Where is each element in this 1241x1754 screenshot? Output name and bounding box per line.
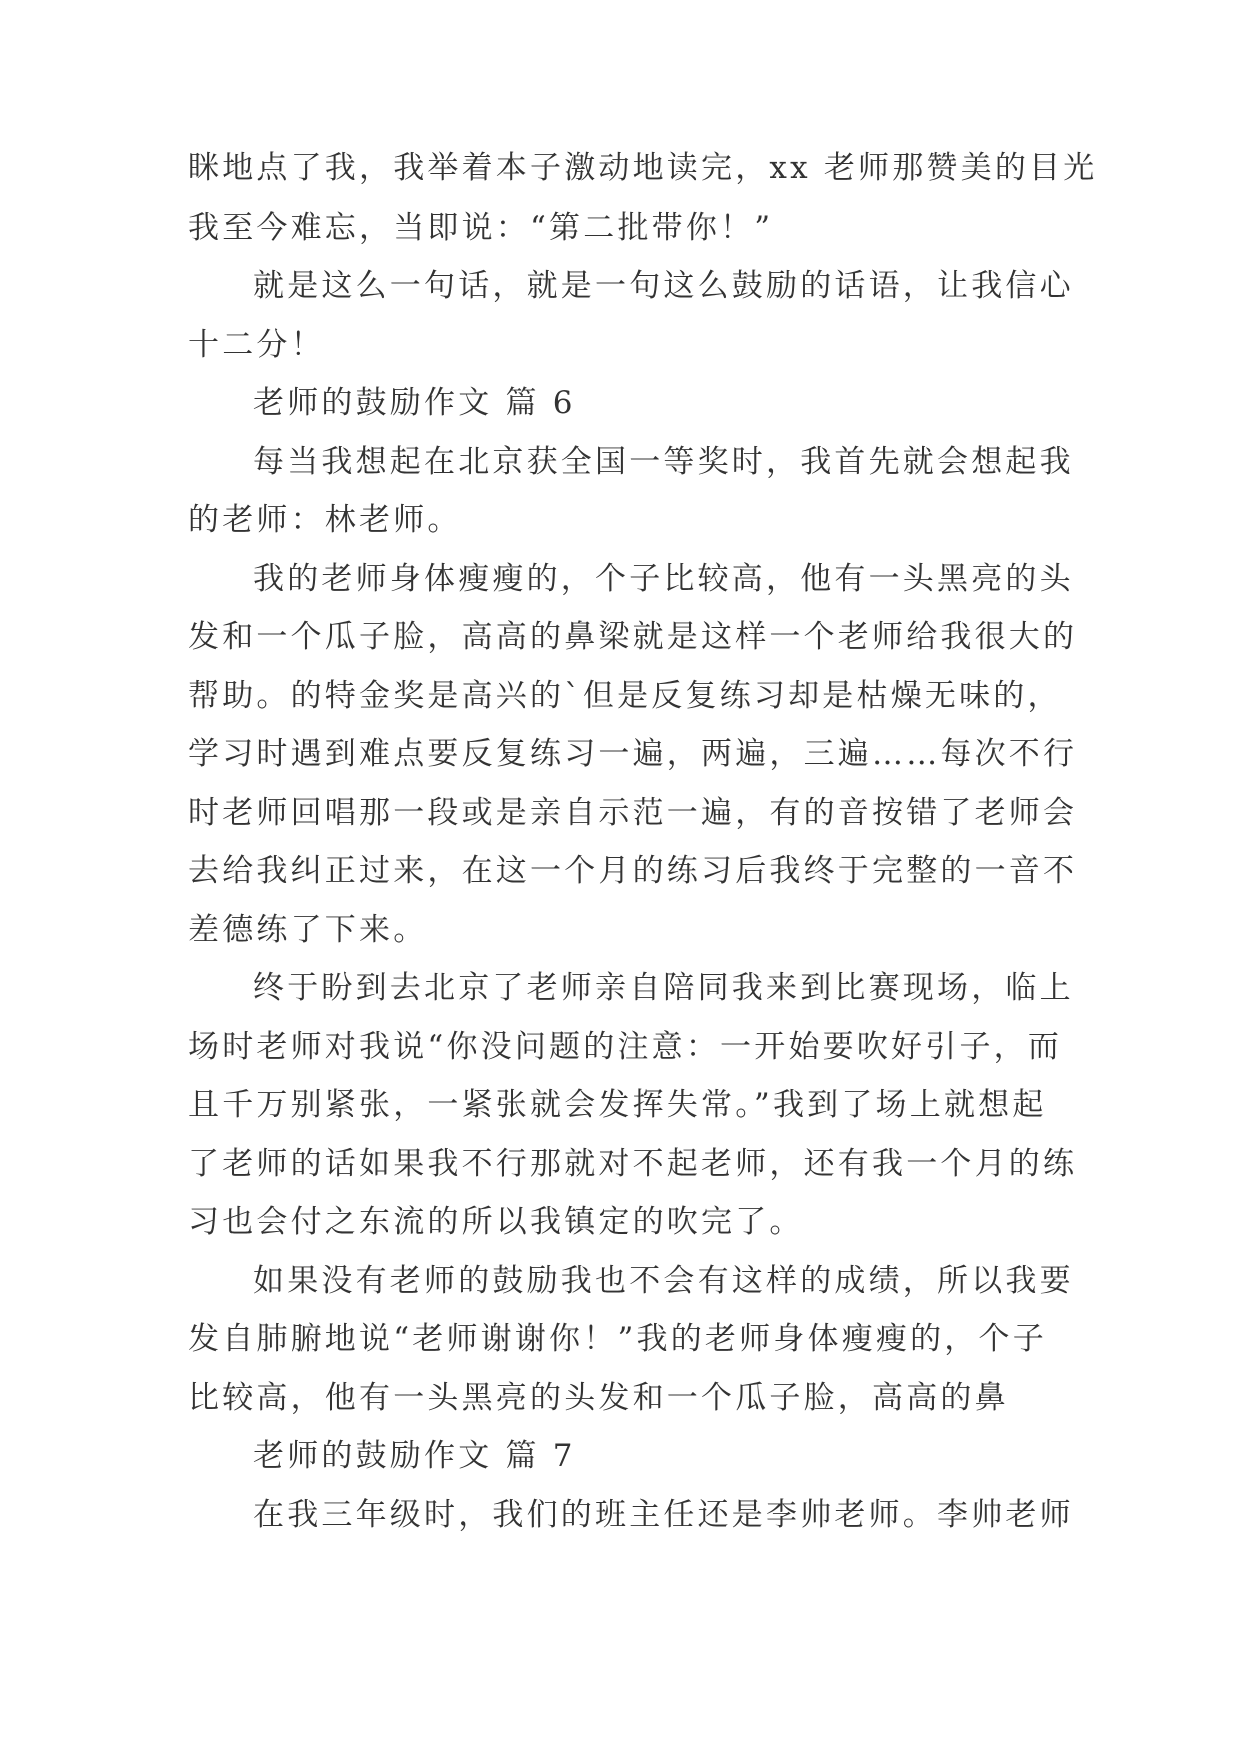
text-line: 发和一个瓜子脸，高高的鼻梁就是这样一个老师给我很大的 [188, 619, 1078, 655]
text-line: 去给我纠正过来，在这一个月的练习后我终于完整的一音不 [188, 853, 1078, 889]
text-line: 时老师回唱那一段或是亲自示范一遍，有的音按错了老师会 [188, 795, 1078, 831]
text-line: 帮助。的特金奖是高兴的`但是反复练习却是枯燥无味的， [188, 678, 1062, 714]
paragraph-start: 我的老师身体瘦瘦的，个子比较高，他有一头黑亮的头 [253, 561, 1074, 597]
text-line: 学习时遇到难点要反复练习一遍，两遍，三遍……每次不行 [188, 736, 1078, 772]
section-heading: 老师的鼓励作文 篇 7 [253, 1438, 576, 1474]
text-line: 眯地点了我，我举着本子激动地读完，xx 老师那赞美的目光 [188, 150, 1098, 186]
text-line: 发自肺腑地说“老师谢谢你！”我的老师身体瘦瘦的，个子 [188, 1321, 1047, 1357]
paragraph-start: 每当我想起在北京获全国一等奖时，我首先就会想起我 [253, 444, 1074, 480]
text-line: 的老师：林老师。 [188, 502, 462, 538]
text-line: 比较高，他有一头黑亮的头发和一个瓜子脸，高高的鼻 [188, 1380, 1009, 1416]
text-line: 习也会付之东流的所以我镇定的吹完了。 [188, 1204, 804, 1240]
paragraph-start: 如果没有老师的鼓励我也不会有这样的成绩，所以我要 [253, 1263, 1074, 1299]
text-line: 十二分！ [188, 327, 325, 363]
text-line: 我至今难忘，当即说：“第二批带你！” [188, 210, 774, 246]
text-line: 了老师的话如果我不行那就对不起老师，还有我一个月的练 [188, 1146, 1078, 1182]
text-line: 场时老师对我说“你没问题的注意：一开始要吹好引子，而 [188, 1029, 1063, 1065]
paragraph-start: 就是这么一句话，就是一句这么鼓励的话语，让我信心 [253, 268, 1074, 304]
section-heading: 老师的鼓励作文 篇 6 [253, 385, 576, 421]
text-line: 差德练了下来。 [188, 912, 428, 948]
paragraph-start: 在我三年级时，我们的班主任还是李帅老师。李帅老师 [253, 1497, 1074, 1533]
paragraph-start: 终于盼到去北京了老师亲自陪同我来到比赛现场，临上 [253, 970, 1074, 1006]
text-line: 且千万别紧张，一紧张就会发挥失常。”我到了场上就想起 [188, 1087, 1047, 1123]
